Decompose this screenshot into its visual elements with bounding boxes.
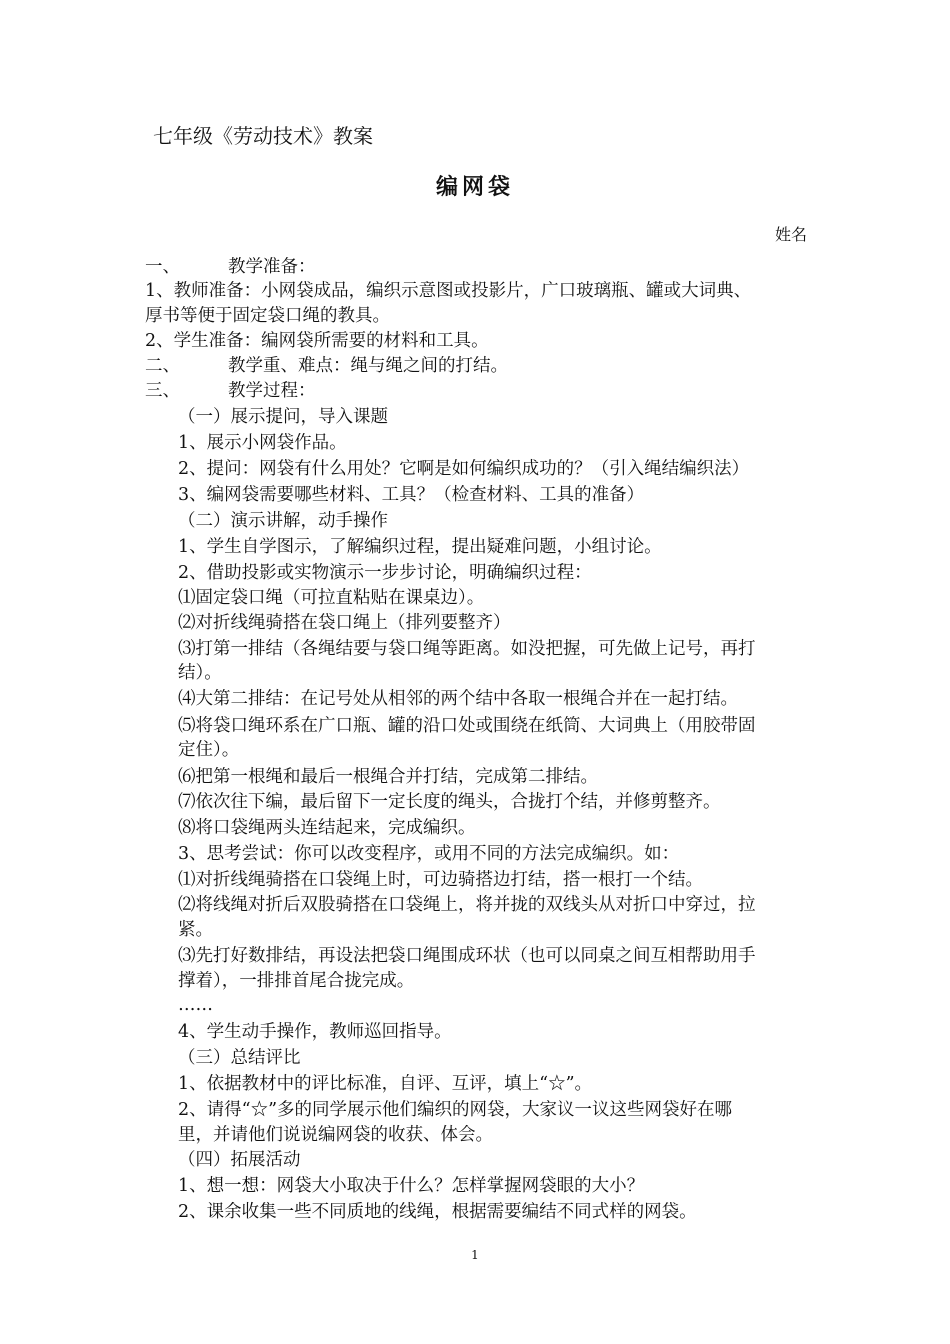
list-item: 3、思考尝试：你可以改变程序，或用不同的方法完成编织。如： [178,844,680,864]
list-item: 定住）。 [178,740,240,760]
list-item: 4、学生动手操作，教师巡回指导。 [178,1022,452,1042]
list-item: 1、想一想：网袋大小取决于什么？怎样掌握网袋眼的大小？ [178,1176,645,1196]
list-item: 2、课余收集一些不同质地的线绳，根据需要编结不同式样的网袋。 [178,1202,697,1222]
header-title: 七年级《劳动技术》教案 [153,124,373,148]
paragraph-line: 厚书等便于固定袋口绳的教具。 [145,306,390,326]
name-label: 姓名 [775,225,808,244]
subsection-heading: （一）展示提问，导入课题 [178,407,388,427]
subsection-heading: （二）演示讲解，动手操作 [178,511,388,531]
section-heading: 教学准备： [228,257,316,277]
subsection-heading: （三）总结评比 [178,1048,301,1068]
list-item: ⑶打第一排结（各绳结要与袋口绳等距离。如没把握，可先做上记号，再打 [178,639,756,659]
list-item: ⑴对折线绳骑搭在口袋绳上时，可边骑搭边打结，搭一根打一个结。 [178,870,703,890]
list-item: ⑵对折线绳骑搭在袋口绳上（排列要整齐） [178,613,511,633]
list-item: 紧。 [178,920,213,940]
section-number: 一、 [145,257,180,277]
list-item: ⑶先打好数排结，再设法把袋口绳围成环状（也可以同桌之间互相帮助用手 [178,946,756,966]
section-process-heading [145,378,316,404]
list-item: ⑻将口袋绳两头连结起来，完成编织。 [178,818,476,838]
subsection-heading: （四）拓展活动 [178,1150,301,1170]
section-focus-heading [145,353,508,379]
list-item: ⑵将线绳对折后双股骑搭在口袋绳上，将并拢的双线头从对折口中穿过，拉 [178,895,756,915]
list-item: ⑹把第一根绳和最后一根绳合并打结，完成第二排结。 [178,767,598,787]
section-prep-heading [145,254,316,280]
list-item: 2、借助投影或实物演示一步步讨论，明确编织过程： [178,563,592,583]
list-item: 撑着），一排排首尾合拢完成。 [178,971,415,991]
list-item: 2、提问：网袋有什么用处？它啊是如何编织成功的？（引入绳结编织法） [178,459,750,479]
list-item: …… [178,995,213,1015]
paragraph-line: 1、教师准备：小网袋成品，编织示意图或投影片，广口玻璃瓶、罐或大词典、 [145,281,752,301]
list-item: 里，并请他们说说编网袋的收获、体会。 [178,1125,493,1145]
list-item: ⑷大第二排结：在记号处从相邻的两个结中各取一根绳合并在一起打结。 [178,689,738,709]
section-number: 二、 [145,356,180,376]
list-item: 1、展示小网袋作品。 [178,433,347,453]
page-title: 编网袋 [435,174,514,200]
section-heading: 教学过程： [228,381,316,401]
list-item: 结）。 [178,663,222,683]
list-item: 1、学生自学图示，了解编织过程，提出疑难问题，小组讨论。 [178,537,662,557]
list-item: 2、请得“☆”多的同学展示他们编织的网袋，大家议一议这些网袋好在哪 [178,1100,733,1120]
page-number: 1 [471,1248,479,1262]
list-item: ⑺依次往下编，最后留下一定长度的绳头，合拢打个结，并修剪整齐。 [178,792,721,812]
section-heading: 教学重、难点：绳与绳之间的打结。 [228,356,508,376]
list-item: ⑸将袋口绳环系在广口瓶、罐的沿口处或围绕在纸筒、大词典上（用胶带固 [178,716,756,736]
section-number: 三、 [145,381,180,401]
list-item: 3、编网袋需要哪些材料、工具？（检查材料、工具的准备） [178,485,645,505]
paragraph-line: 2、学生准备：编网袋所需要的材料和工具。 [145,331,489,351]
list-item: 1、依据教材中的评比标准，自评、互评，填上“☆”。 [178,1074,593,1094]
list-item: ⑴固定袋口绳（可拉直粘贴在课桌边）。 [178,588,485,608]
